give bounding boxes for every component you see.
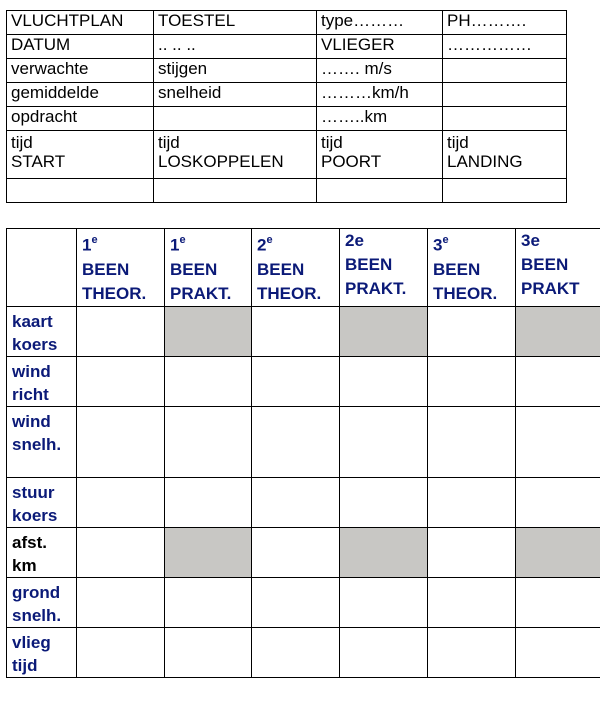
input-cell[interactable] xyxy=(428,406,516,477)
plan-cell-task-value[interactable] xyxy=(154,107,317,131)
leg-header-text xyxy=(77,229,164,306)
input-cell[interactable] xyxy=(77,527,165,577)
leg-number-suffix: e xyxy=(442,234,449,246)
legs-row-label xyxy=(7,477,77,527)
leg-header-text xyxy=(428,229,515,306)
input-cell[interactable] xyxy=(252,406,340,477)
leg-word: BEEN xyxy=(433,259,481,279)
plan-cell-time-release-value[interactable] xyxy=(154,179,317,203)
leg-kind: THEOR. xyxy=(257,283,322,303)
legs-row xyxy=(7,577,600,627)
leg-header-4 xyxy=(340,229,428,307)
leg-kind: PRAKT. xyxy=(170,283,232,303)
row-label-text xyxy=(7,628,76,677)
input-cell[interactable] xyxy=(165,577,252,627)
plan-cell-time-start-value[interactable] xyxy=(7,179,154,203)
plan-row xyxy=(7,83,567,107)
plan-row xyxy=(7,11,567,35)
leg-header-text xyxy=(340,229,427,301)
leg-header-6 xyxy=(516,229,600,307)
time-label: tijd xyxy=(321,133,343,152)
time-event: POORT xyxy=(321,152,382,171)
leg-number-suffix: e xyxy=(179,234,186,246)
leg-header-text xyxy=(516,229,600,301)
row-label-text xyxy=(7,407,76,456)
input-cell[interactable] xyxy=(165,627,252,677)
input-cell[interactable] xyxy=(252,306,340,356)
legs-row-label xyxy=(7,306,77,356)
shaded-cell xyxy=(165,527,252,577)
plan-cell-time-landing xyxy=(443,131,567,179)
leg-header-text xyxy=(252,229,339,306)
leg-number-value: 3e xyxy=(521,231,540,250)
plan-row xyxy=(7,107,567,131)
leg-number xyxy=(82,229,164,258)
leg-word: BEEN xyxy=(345,255,393,274)
leg-header-text xyxy=(165,229,251,306)
plan-cell-time-release xyxy=(154,131,317,179)
plan-cell-date-label: DATUM xyxy=(7,35,154,59)
row-label-line: km xyxy=(12,555,37,575)
legs-row-label xyxy=(7,577,77,627)
leg-header-2 xyxy=(165,229,252,307)
leg-number-value: 3 xyxy=(433,235,443,255)
shaded-cell xyxy=(516,527,600,577)
leg-number-value: 1 xyxy=(82,235,92,255)
row-label-text xyxy=(7,578,76,627)
legs-row xyxy=(7,356,600,406)
row-label-line: snelh. xyxy=(12,605,62,625)
row-label-line: kaart xyxy=(12,311,53,331)
legs-row-label xyxy=(7,406,77,477)
leg-header-3 xyxy=(252,229,340,307)
leg-word: BEEN xyxy=(82,259,130,279)
input-cell[interactable] xyxy=(252,577,340,627)
input-cell[interactable] xyxy=(77,356,165,406)
plan-row xyxy=(7,59,567,83)
input-cell[interactable] xyxy=(165,406,252,477)
plan-cell-time-gate-value[interactable] xyxy=(317,179,443,203)
input-cell[interactable] xyxy=(516,627,600,677)
input-cell[interactable] xyxy=(516,477,600,527)
row-label-line: richt xyxy=(12,384,49,404)
input-cell[interactable] xyxy=(252,356,340,406)
legs-row-label xyxy=(7,627,77,677)
plan-cell-empty[interactable] xyxy=(443,83,567,107)
time-label: tijd xyxy=(447,133,469,152)
input-cell[interactable] xyxy=(428,306,516,356)
input-cell[interactable] xyxy=(165,356,252,406)
row-label-line: wind xyxy=(12,361,51,381)
row-label-text xyxy=(7,478,76,527)
leg-kind: THEOR. xyxy=(82,283,147,303)
input-cell[interactable] xyxy=(252,527,340,577)
input-cell[interactable] xyxy=(77,477,165,527)
plan-cell-registration[interactable]: PH………. xyxy=(443,11,567,35)
time-event: LOSKOPPELEN xyxy=(158,152,284,171)
input-cell[interactable] xyxy=(165,477,252,527)
legs-table-body xyxy=(7,229,600,678)
input-cell[interactable] xyxy=(340,356,428,406)
legs-row-label xyxy=(7,356,77,406)
plan-cell-date-value[interactable]: .. .. .. xyxy=(154,35,317,59)
leg-number xyxy=(170,229,251,258)
plan-cell-time-gate xyxy=(317,131,443,179)
plan-cell-empty[interactable] xyxy=(443,107,567,131)
plan-cell-distance-value[interactable]: ……..km xyxy=(317,107,443,131)
shaded-cell xyxy=(340,527,428,577)
plan-cell-pilot-value[interactable]: …………… xyxy=(443,35,567,59)
input-cell[interactable] xyxy=(428,356,516,406)
plan-cell-time-start xyxy=(7,131,154,179)
leg-kind: THEOR. xyxy=(433,283,498,303)
plan-cell-aircraft: TOESTEL xyxy=(154,11,317,35)
legs-row xyxy=(7,627,600,677)
row-label-line: stuur xyxy=(12,482,55,502)
input-cell[interactable] xyxy=(516,406,600,477)
plan-cell-climb: stijgen xyxy=(154,59,317,83)
plan-cell-task: opdracht xyxy=(7,107,154,131)
leg-number xyxy=(433,229,515,258)
row-label-line: tijd xyxy=(12,655,38,675)
time-event: START xyxy=(11,152,66,171)
leg-header-5 xyxy=(428,229,516,307)
legs-header-corner xyxy=(7,229,77,307)
legs-row xyxy=(7,527,600,577)
legs-row xyxy=(7,306,600,356)
row-label-text xyxy=(7,307,76,356)
input-cell[interactable] xyxy=(340,477,428,527)
flight-plan-table xyxy=(6,10,567,203)
time-event: LANDING xyxy=(447,152,523,171)
input-cell[interactable] xyxy=(516,577,600,627)
leg-word: BEEN xyxy=(521,255,569,274)
leg-number-value: 2 xyxy=(257,235,267,255)
input-cell[interactable] xyxy=(340,406,428,477)
legs-table xyxy=(6,228,600,678)
row-label-line: koers xyxy=(12,505,58,525)
input-cell[interactable] xyxy=(428,527,516,577)
input-cell[interactable] xyxy=(77,627,165,677)
plan-cell-speed: snelheid xyxy=(154,83,317,107)
row-label-line: vlieg xyxy=(12,632,51,652)
legs-row xyxy=(7,406,600,477)
plan-cell-pilot-label: VLIEGER xyxy=(317,35,443,59)
input-cell[interactable] xyxy=(252,627,340,677)
legs-header-row xyxy=(7,229,600,307)
plan-cell-time-landing-value[interactable] xyxy=(443,179,567,203)
input-cell[interactable] xyxy=(340,577,428,627)
shaded-cell xyxy=(516,306,600,356)
row-label-line: koers xyxy=(12,334,58,354)
plan-row xyxy=(7,35,567,59)
row-label-line: wind xyxy=(12,411,51,431)
legs-row xyxy=(7,477,600,527)
shaded-cell xyxy=(165,306,252,356)
plan-cell-climb-value[interactable]: ……. m/s xyxy=(317,59,443,83)
input-cell[interactable] xyxy=(428,477,516,527)
plan-cell-title: VLUCHTPLAN xyxy=(7,11,154,35)
legs-row-label xyxy=(7,527,77,577)
time-label: tijd xyxy=(11,133,33,152)
plan-row xyxy=(7,131,567,179)
leg-number-suffix: e xyxy=(91,234,98,246)
leg-number xyxy=(257,229,339,258)
row-label-line: grond xyxy=(12,582,61,602)
leg-kind: PRAKT. xyxy=(345,279,407,298)
plan-row xyxy=(7,179,567,203)
plan-cell-empty[interactable] xyxy=(443,59,567,83)
leg-number-value: 1 xyxy=(170,235,180,255)
input-cell[interactable] xyxy=(516,356,600,406)
row-label-line: snelh. xyxy=(12,434,62,454)
input-cell[interactable] xyxy=(77,406,165,477)
leg-kind: PRAKT xyxy=(521,279,580,298)
leg-word: BEEN xyxy=(170,259,218,279)
leg-word: BEEN xyxy=(257,259,305,279)
leg-number-suffix: e xyxy=(266,234,273,246)
row-label-text xyxy=(7,357,76,406)
shaded-cell xyxy=(340,306,428,356)
input-cell[interactable] xyxy=(340,627,428,677)
leg-number-value: 2e xyxy=(345,231,364,250)
input-cell[interactable] xyxy=(252,477,340,527)
row-label-line: afst. xyxy=(12,532,47,552)
time-label: tijd xyxy=(158,133,180,152)
leg-number xyxy=(345,229,427,253)
leg-number xyxy=(521,229,600,253)
plan-cell-speed-value[interactable]: ………km/h xyxy=(317,83,443,107)
plan-cell-average: gemiddelde xyxy=(7,83,154,107)
input-cell[interactable] xyxy=(77,306,165,356)
input-cell[interactable] xyxy=(77,577,165,627)
row-label-text xyxy=(7,528,76,577)
input-cell[interactable] xyxy=(428,577,516,627)
plan-cell-type[interactable]: type……… xyxy=(317,11,443,35)
input-cell[interactable] xyxy=(428,627,516,677)
plan-cell-expected: verwachte xyxy=(7,59,154,83)
leg-header-1 xyxy=(77,229,165,307)
